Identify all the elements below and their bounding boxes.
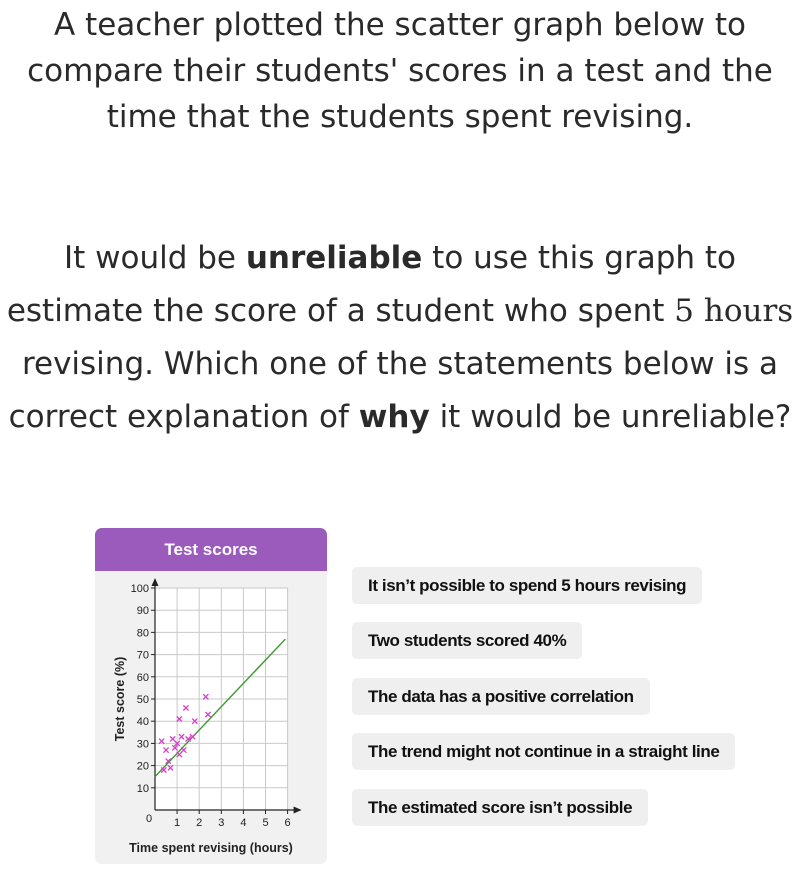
scatter-graph-card	[95, 528, 327, 864]
option-2[interactable]: Two students scored 40%	[352, 622, 582, 659]
y-tick-label: 60	[136, 671, 149, 684]
prompt-after: revising. Which one of the statements below is a correct explanation of	[8, 346, 779, 435]
chart-title: Test scores	[95, 528, 327, 571]
x-tick-label: 3	[218, 817, 225, 829]
option-5[interactable]: The estimated score isn’t possible	[352, 789, 648, 826]
option-3[interactable]: The data has a positive correlation	[352, 678, 650, 715]
y-axis-title: Test score (%)	[113, 656, 127, 742]
question-prompt	[0, 232, 800, 444]
y-tick-label: 10	[136, 782, 149, 795]
x-axis-arrow	[294, 807, 302, 814]
scatter-chart	[95, 528, 327, 864]
x-tick-label: 6	[284, 817, 291, 829]
y-tick-label: 50	[136, 694, 149, 706]
prompt-prefix: It would be	[63, 240, 246, 276]
prompt-bold-unreliable: unreliable	[245, 240, 423, 276]
y-tick-label: 20	[136, 760, 149, 773]
x-tick-label: 2	[196, 817, 203, 829]
origin-label: 0	[145, 813, 153, 825]
x-tick-label: 5	[262, 817, 269, 829]
y-tick-label: 80	[136, 627, 149, 640]
prompt-end: it would be unreliable?	[429, 399, 792, 435]
option-4[interactable]: The trend might not continue in a straight line	[352, 733, 735, 770]
prompt-mid: to use this graph to estimate the score of a student who spent	[6, 240, 737, 329]
y-axis-arrow	[152, 578, 159, 586]
option-1[interactable]: It isn’t possible to spend 5 hours revising	[352, 567, 702, 604]
x-tick-label: 1	[174, 817, 181, 829]
y-tick-label: 40	[136, 716, 149, 729]
y-tick-label: 30	[136, 738, 149, 751]
x-axis-title: Time spent revising (hours)	[129, 841, 293, 855]
x-tick-label: 4	[240, 817, 247, 829]
y-tick-label: 90	[136, 605, 149, 618]
y-tick-label: 70	[136, 649, 149, 662]
question-intro: A teacher plotted the scatter graph below to compare their students' scores in a test and the time that the students spent revising.	[27, 7, 773, 135]
prompt-hours: 5 hours	[674, 293, 794, 329]
y-tick-label: 100	[130, 583, 149, 595]
prompt-bold-why: why	[358, 399, 430, 435]
